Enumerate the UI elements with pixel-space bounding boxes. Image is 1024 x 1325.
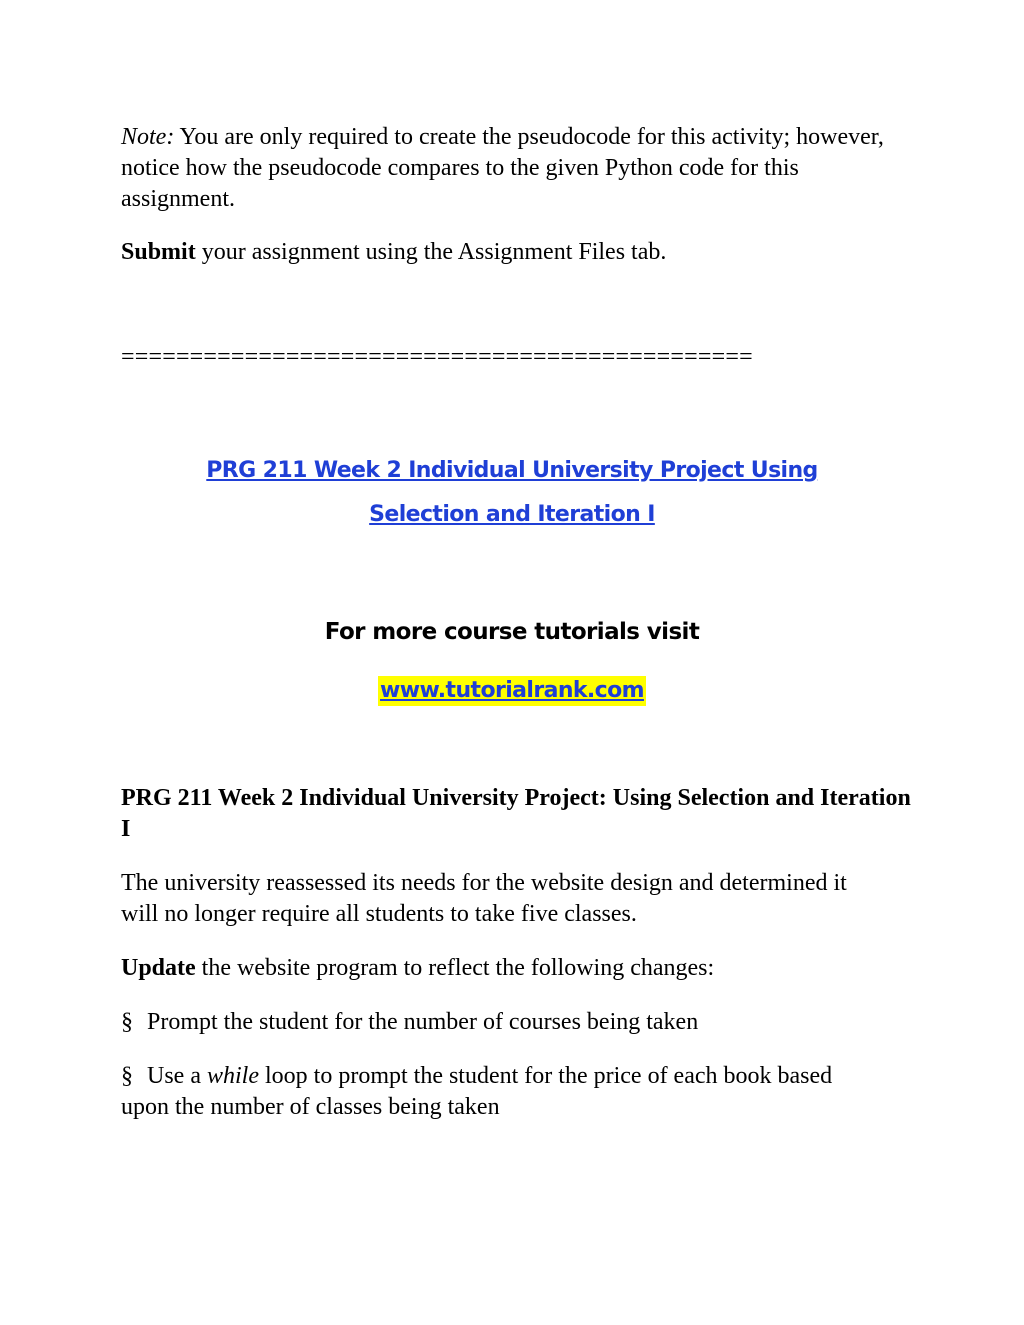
update-text: the website program to reflect the following changes: — [195, 955, 715, 981]
bullet-text-1: Prompt the student for the number of courses being taken — [147, 1009, 699, 1035]
bullet-item-2 — [121, 1061, 861, 1123]
bullet-text-2-post: loop to prompt the student for the price of each book based upon the number of classes being taken — [121, 1063, 833, 1120]
note-label: Note: — [121, 124, 175, 150]
promo-link-wrap — [0, 676, 1024, 706]
tutorial-site-link[interactable]: www.tutorialrank.com — [378, 676, 646, 706]
section-heading: PRG 211 Week 2 Individual University Project: Using Selection and Iteration I — [121, 785, 911, 842]
promo-text: For more course tutorials visit — [324, 619, 700, 645]
submit-text: your assignment using the Assignment Files tab. — [195, 239, 667, 265]
section-sign-icon: § — [121, 1063, 133, 1089]
section-sign-icon: § — [121, 1009, 133, 1035]
update-label: Update — [121, 955, 196, 981]
bullet-text-2-pre: Use a — [147, 1063, 207, 1089]
submit-paragraph — [121, 237, 911, 268]
update-paragraph — [121, 953, 911, 984]
course-title-link-line2[interactable]: Selection and Iteration I — [369, 502, 655, 527]
section-intro: The university reassessed its needs for the website design and determined it will no longer require all students to take five classes. — [121, 870, 847, 927]
bullet-item-1 — [121, 1007, 911, 1038]
note-paragraph — [121, 122, 911, 215]
course-title-link-line1[interactable]: PRG 211 Week 2 Individual University Project Using — [206, 458, 818, 483]
submit-label: Submit — [121, 239, 196, 265]
divider-line: ============================================== — [121, 344, 753, 370]
bullet-text-2-italic: while — [206, 1063, 259, 1089]
note-text: You are only required to create the pseudocode for this activity; however, notice how the pseudocode compares to the given Python code for this assignment. — [121, 124, 884, 212]
